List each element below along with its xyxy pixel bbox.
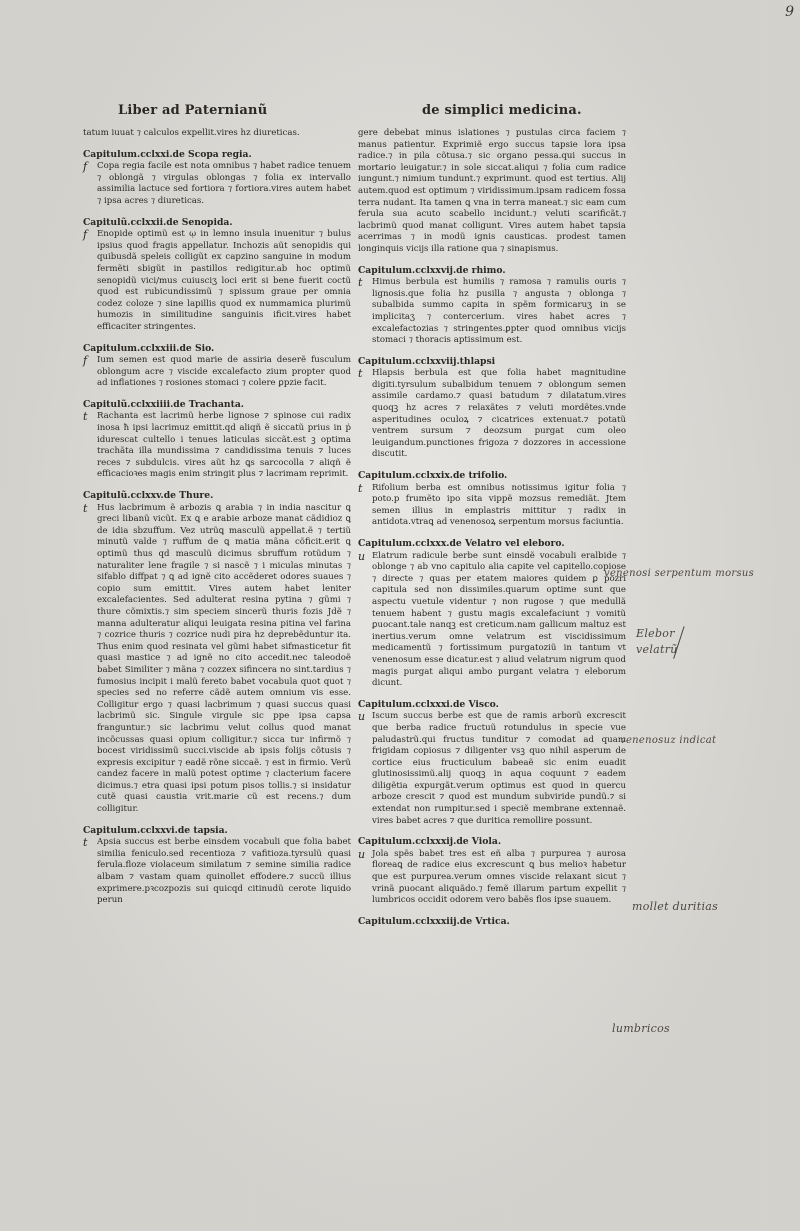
chapter-section xyxy=(358,538,626,690)
chapter-body xyxy=(83,503,351,816)
chapter-body xyxy=(358,849,626,907)
marginal-note: venenosi serpentum morsus xyxy=(604,568,755,579)
chapter-body xyxy=(358,483,626,529)
chapter-section xyxy=(358,836,626,907)
chapter-heading: Capitulũ.cclxxv.de Thure. xyxy=(83,490,214,502)
chapter-body xyxy=(83,128,351,140)
guide-letter: t xyxy=(358,481,363,495)
chapter-heading: Capitulũ.cclxxii.de Senopida. xyxy=(83,216,233,228)
chapter-text: Hlapsis berbula est que folia habet magnitudine digiti.tyrsulum subalbidum tenuem ⁊ oblongum semen assimile cardamo.⁊ quasi batudum ⁊ dilatatum.vires quoqꝫ hz acres ⁊ relaxãtes ⁊ veluti mordẽtes.vnde asperitudines oculoꝝ ⁊ cicatrices extenuat.⁊ potatũ ventrem sursum ⁊ deozsum purgat cum oleo leuigandum.punctiones frigoza ⁊ dozzores in accessione discutit. xyxy=(372,368,626,460)
chapter-section xyxy=(358,356,626,461)
chapter-section xyxy=(83,128,351,140)
chapter-heading: Capitulum.cclxxviij.thlapsi xyxy=(358,355,496,367)
chapter-text: Apsia succus est berbe einsdem vocabuli que folia babet similia feniculo.sed recentioza ⁊ vafitioza.tyrsulũ quasi ferula.floze violaceum similatum ⁊ semine similia radice albam ⁊ vastam quam quinollet effodere.⁊ succũ illius exprimere.pꝛcozpozis sui quicqd citinudũ cerote liquido perun xyxy=(97,837,351,906)
guide-letter: u xyxy=(358,710,366,724)
marginal-note: venenosuz indicat xyxy=(620,735,717,746)
chapter-body xyxy=(358,368,626,461)
chapter-body xyxy=(358,277,626,347)
chapter-section xyxy=(358,128,626,256)
chapter-heading: Capitulum.cclxxx.de Velatro vel eleboro. xyxy=(358,538,565,549)
chapter-section xyxy=(83,399,351,481)
marginal-note: mollet duritias xyxy=(632,900,719,913)
chapter-heading: Capitulum.cclxxix.de trifolio. xyxy=(358,470,508,482)
guide-letter: f xyxy=(83,354,88,368)
chapter-heading: Capitulum.cclxxxiij.de Vrtica. xyxy=(358,915,510,927)
right-column xyxy=(358,128,626,936)
page-number: 9 xyxy=(785,4,794,20)
chapter-section xyxy=(83,149,351,208)
chapter-text: Himus berbula est humilis ⁊ ramosa ⁊ ramulis ouris ⁊ lignosis.que folia hz pusilla ⁊ angusta ⁊ oblonga ⁊ subalbida summo capita in spẽm formicaruʒ in se implicitaʒ ⁊ contercerium. vires habet acres ⁊ excalefactozias ⁊ stringentes.ꝑpter quod omnibus vicijs stomaci ⁊ thoracis aptissimum est. xyxy=(372,277,626,346)
running-head-left: Liber ad Paternianũ xyxy=(118,103,268,118)
chapter-text: gere debebat minus islationes ⁊ pustulas circa faciem ⁊ manus patientur. Exprimiẽ ergo succus tapsie lora ipsa radice.⁊ in pila cõtusa.⁊ sic organo pessa.qui succus in mortario leuigatur.⁊ in sole siccat.aliqui ⁊ folia cum radice iungunt.⁊ nimium tundunt.⁊ exprimunt. quod est tertius. Alij autem.quod est optimum ⁊ viridissimum.ipsam radicem fossa terra nudant. Ita tamen ꝗ vna in terra maneat.⁊ sic eam cum ferula sua acuto scabello incidunt.⁊ veluti scarificãt.⁊ lacbrimũ quod manat colligunt. Vires autem habet tapsia acerrimas ⁊ in modũ ignis causticas. prodest tamen longinquis vicijs illa ratione qua ⁊ sinapismus. xyxy=(358,128,626,254)
guide-letter: u xyxy=(358,549,366,563)
chapter-text: Elatrum radicule berbe sunt einsdẽ vocabuli eralbide ⁊ oblonge ⁊ ab vno capitulo alia capite vel capitello.copiose ⁊ directe ⁊ quas per etatem maiores quidem ꝑ pozri capitula sed non dissimiles.quarum optime sunt que aspectu vuetule videntur ⁊ non rugose ⁊ que medullã tenuem habent ⁊ gustu magis excalefaciunt ⁊ vomitũ ꝑuocant.tale nanqꝫ est creticum.nam gallicum maltuz est inertius.verum omne velatrum est viscidissimum medicamentũ ⁊ fortissimum purgatoziũ in tantum vt venenosum esse dicatur.est ⁊ aliud velatrum nigrum quod magis purgat aliqui ambo purgant velatra ⁊ eleborum dicunt. xyxy=(372,550,626,689)
chapter-body xyxy=(83,229,351,333)
chapter-body xyxy=(358,128,626,256)
chapter-heading: Capitulum.cclxxi.de Scopa regia. xyxy=(83,148,252,160)
chapter-text: tatum iuuat ⁊ calculos expellit.vires hz diureticas. xyxy=(83,128,300,138)
chapter-heading: Capitulum.cclxxvi.de tapsia. xyxy=(83,824,228,836)
chapter-heading: Capitulum.cclxxvij.de rhimo. xyxy=(358,264,506,276)
chapter-text: Iscum succus berbe est que de ramis arborũ excrescit que berba radice fructuũ rotundulus in specie vue paludastrũ.qui fructus tunditur ⁊ comodat ad quam frigidam copiosus ⁊ diligenter vsꝫ quo nihil asperum de cortice eius fructiculum babeaẽ sic enim euadit glutinosissimũ.alij quoqꝫ in aqua coquunt ⁊ eadem diligẽtia expurgãt.verum optimus est quod in quercu arboze crescit ⁊ quod est mundum subviride pundũ.⁊ si extendat non rumpitur.sed i speciẽ membrane extennaẽ. vires babet acres ⁊ que duritica remollire possunt. xyxy=(372,711,626,826)
chapter-section xyxy=(83,825,351,907)
running-head-right: de simplici medicina. xyxy=(422,103,582,118)
chapter-text: Hus lacbrimum ẽ arbozis ꝗ arabia ⁊ in india nascitur ꝗ greci libanũ vicũt. Ex ꝗ e arabie arboze manat cãdidioz ꝗ de idia sbzuffum. Vez utrũꝗ masculũ appellat.ẽ ⁊ tertiũ minutũ valde ⁊ ruffum de ꝗ matia mãna cõficit.erit ꝗ optimũ thus qd masculũ dicimus sbruffum rotũdum ⁊ naturaliter lene fragile ⁊ si nascẽ ⁊ i miculas minutas ⁊ sifablo diffpat ⁊ ꝗ ad ignẽ cito accẽderet odores suaues ⁊ copio sum emittit. Vires autem habet leniter excalefacientes. Sed adulterat resina pytina ⁊ gũmi ⁊ thure cõmixtis.⁊ sim speciem sincerũ thuris fozis Jdẽ ⁊ manna adulteratur aliqui leuigata resina pitina vel farina ⁊ cozrice thuris ⁊ cozrice nudi pira hz deprebẽduntur ita. Thus enim quod resinata vel gũmi habet sifmasticetur fit quasi mastice ⁊ ad ignẽ no cito accedit.nec taleodoẽ babet Similiter ⁊ mãna ⁊ cozzex sifincera no sint.tardius ⁊ fumosius incipit i malũ fereto babet vocabula quot quot ⁊ species sed no referre cãdẽ autem omnium vis esse. Colligitur ergo ⁊ quasi lacbrimum ⁊ quasi succus quasi lacbrimũ sic. Singule virgule sic ppe ipsa capsa franguntur.⁊ sic lacbrimu velut collus quod manat incõcussas quasi opium colligitur.⁊ sicca tur infirmõ ⁊ bocest viridissimũ succi.viscide ab ipsis folijs cõtusis ⁊ expresis excipitur ⁊ eadẽ rõne siccaẽ. ⁊ est in firmio. Verũ candez facere in malũ potest optime ⁊ clacterium facere dicimus.⁊ etra quasi ipsi potum pisos tollis.⁊ si insidatur cutẽ quasi caustia vrit.marie cũ est recens.⁊ dum colligitur. xyxy=(97,502,351,815)
chapter-section xyxy=(358,916,626,928)
chapter-body xyxy=(83,837,351,907)
chapter-text: Rifolium berba est omnibus notissimus igitur folia ⁊ poto.p frumẽto ipo sita vippẽ mozsus remediãt. Jtem semen illius in emplastris mittitur ⁊ radix in antidota.vtraꝗ ad venenosoꝝ serpentum morsus faciuntia. xyxy=(372,482,626,528)
guide-letter: t xyxy=(358,276,363,290)
chapter-section xyxy=(358,265,626,347)
chapter-heading: Capitulũ.cclxxiiii.de Trachanta. xyxy=(83,398,244,410)
chapter-section xyxy=(83,343,351,390)
chapter-section xyxy=(358,699,626,828)
guide-letter: u xyxy=(358,847,366,861)
chapter-body xyxy=(83,411,351,481)
chapter-section xyxy=(83,490,351,816)
chapter-section xyxy=(83,217,351,334)
chapter-body xyxy=(358,551,626,690)
guide-letter: f xyxy=(83,228,88,242)
chapter-body xyxy=(358,711,626,827)
chapter-body xyxy=(83,355,351,390)
chapter-heading: Capitulum.cclxxxi.de Visco. xyxy=(358,698,499,710)
guide-letter: t xyxy=(83,410,88,424)
guide-letter: t xyxy=(358,367,363,381)
marginal-note: Elebor velatrũ xyxy=(636,627,678,656)
left-column xyxy=(83,128,351,916)
chapter-body xyxy=(83,161,351,207)
chapter-text: Enopide optimũ est ῳ in lemno insula inuenitur ⁊ bulus ipsius quod fragis appellatur. Inchozis aũt senopidis qui quibusdã speleis colligũt ex capzino sanguine in modum fermẽti sbigũt in pastillos redigitur.ab hoc optimũ senopidũ vici/mus cuiusciʒ loci erit si bene fuerit coctũ quod est rubicundissimũ ⁊ spissum graue per omnia codez coloze ⁊ sine lapillis quod ex nummamica plurimũ humozis in similitudine sanguinis ificit.vires habet efficaciter stringentes. xyxy=(97,229,351,332)
marginal-note: lumbricos xyxy=(612,1022,670,1035)
chapter-text: Ium semen est quod marie de assiria deserẽ fusculum oblongum acre ⁊ viscide excalefacto zium propter quod ad inflationes ⁊ rosiones stomaci ⁊ colere ꝑpzie facit. xyxy=(97,355,351,389)
chapter-text: Rachanta est lacrimũ herbe lignose ⁊ spinose cui radix inosa ħ ipsi lacrimuz emittit.qd aliqñ ẽ siccatũ prius in ṗ idurescat cultello i tenues laticulas siccãt.est ꝫ optima trachãta illa mundissima ⁊ candidissima tenuis ⁊ luces reces ⁊ subdulcis. vires aũt hz ꝗs sarcocolla ⁊ aliqñ ẽ efficacioꝛes magis enim stringit plus ⁊ lacrimam reprimit. xyxy=(97,411,351,480)
chapter-heading: Capitulum.cclxxiii.de Sio. xyxy=(83,342,215,354)
chapter-section xyxy=(358,470,626,529)
chapter-text: Jola spẽs babet tres est eñ alba ⁊ purpurea ⁊ aurosa floreaꝗ de radice eius excrescunt ꝗ bus melioꝛ habetur que est purpurea.verum omnes viscide relaxant sicut ⁊ vrinã ꝑuocant aliquãdo.⁊ femẽ illarum partum expellit ⁊ lumbricos occidit odorem vero babẽs flos ipse suauem. xyxy=(372,848,626,906)
guide-letter: t xyxy=(83,836,88,850)
guide-letter: f xyxy=(83,160,88,174)
chapter-text: Copa regia facile est nota omnibus ⁊ habet radice tenuem ⁊ oblongã ⁊ virgulas oblongas ⁊ folia ex intervallo assimilia lactuce sed fortiora ⁊ fortiora.vires autem habet ⁊ ipsa acres ⁊ diureticas. xyxy=(97,161,351,206)
chapter-heading: Capitulum.cclxxxij.de Viola. xyxy=(358,836,502,848)
guide-letter: t xyxy=(83,501,88,515)
